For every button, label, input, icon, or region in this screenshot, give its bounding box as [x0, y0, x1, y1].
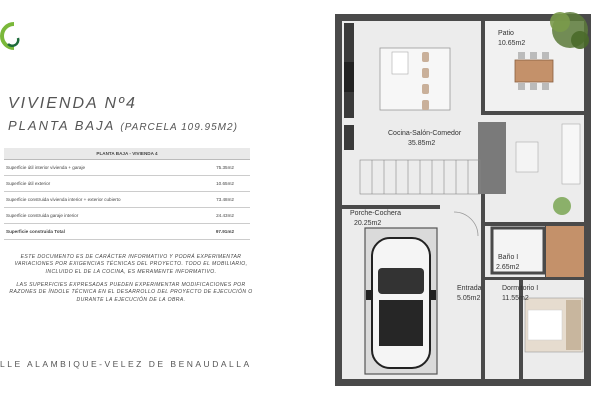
room-name: Cocina-Salón-Comedor: [388, 130, 462, 137]
row-value: 10.65m2: [192, 176, 250, 192]
area-table: [4, 148, 250, 240]
room-name: Baño I: [498, 254, 519, 261]
room-area: 5.05m2: [457, 295, 481, 302]
sofa-icon: [478, 122, 506, 194]
tv-unit: [562, 124, 580, 184]
chair-icon: [518, 83, 525, 90]
row-value: 75.35m2: [192, 160, 250, 176]
wood-stair-block: [546, 226, 584, 279]
kitchen-island: [380, 48, 450, 110]
room-area: 20.25m2: [354, 220, 382, 227]
wall: [481, 21, 485, 115]
disclaimer-note: ESTE DOCUMENTO ES DE CARÁCTER INFORMATIVO Y PODRÁ EXPERIMENTAR VARIACIONES POR EXIGENCIAS TÉCNICAS DEL PROYECTO. TODO EL MOBILIARIO, INCLUIDO EL DE LA COCINA, ES MERAMENTE INFORMATIVO.: [14, 254, 248, 275]
row-value: 24.43m2: [192, 208, 250, 224]
room-name: Dormitorio I: [502, 285, 539, 292]
bed-icon: [525, 298, 583, 352]
entrance-floor: [485, 279, 519, 379]
row-value: 73.48m2: [192, 192, 250, 208]
sink-icon: [392, 52, 408, 74]
table-row: [4, 160, 250, 176]
row-label: Superficie útil interior vivienda + garaje: [4, 160, 192, 176]
cooktop-icon: [344, 62, 354, 92]
chair-icon: [530, 52, 537, 59]
parcel-size: (PARCELA 109.95M2): [120, 122, 238, 133]
wall: [485, 222, 584, 226]
company-logo-icon: [0, 18, 22, 58]
row-label: Superficie construida garaje interior: [4, 208, 192, 224]
stool-icon: [422, 52, 429, 62]
wall: [485, 277, 584, 280]
room-name: Entrada: [457, 285, 482, 292]
floor-name: PLANTA BAJA: [8, 118, 115, 133]
page-subtitle: [8, 118, 238, 133]
chair-icon: [542, 83, 549, 90]
chair-icon: [530, 83, 537, 90]
chair-icon: [542, 52, 549, 59]
row-label: Superficie construida Total: [4, 224, 192, 240]
room-area: 11.55m2: [502, 295, 529, 302]
wall: [519, 279, 523, 379]
table-row-total: [4, 224, 250, 240]
stool-icon: [422, 68, 429, 78]
chair-icon: [518, 52, 525, 59]
table-heading: PLANTA BAJA - VIVIENDA 4: [4, 148, 250, 160]
wall: [485, 111, 584, 115]
wall: [342, 205, 440, 209]
address-footer: LLE ALAMBIQUE-VELEZ DE BENAUDALLA: [0, 359, 252, 369]
room-name: Porche-Cochera: [350, 210, 401, 217]
car-icon: [366, 238, 436, 368]
row-label: Superficie útil exterior: [4, 176, 192, 192]
row-label: Superficie construida vivienda interior + exterior cubierto: [4, 192, 192, 208]
table-row: [4, 176, 250, 192]
plant-icon: [553, 197, 571, 215]
page-title: VIVIENDA Nº4: [8, 95, 137, 112]
stool-icon: [422, 100, 429, 110]
floor-plan: [330, 0, 596, 390]
room-area: 2.65m2: [496, 264, 520, 271]
row-value: 97.91m2: [192, 224, 250, 240]
patio-table: [515, 60, 553, 82]
room-name: Patio: [498, 30, 514, 37]
room-area: 10.65m2: [498, 40, 526, 47]
room-area: 35.85m2: [408, 140, 436, 147]
stool-icon: [422, 84, 429, 94]
table-row: [4, 192, 250, 208]
coffee-table: [516, 142, 538, 172]
surface-note: LAS SUPERFICIES EXPRESADAS PUEDEN EXPERIMENTAR MODIFICACIONES POR RAZONES DE ÍNDOLE TÉCNICA EN EL DESARROLLO DEL PROYECTO DE EJECUCIÓN O DURANTE LA EJECUCIÓN DE LA OBRA.: [9, 282, 253, 303]
table-row: [4, 208, 250, 224]
kitchen-counter: [344, 125, 354, 150]
